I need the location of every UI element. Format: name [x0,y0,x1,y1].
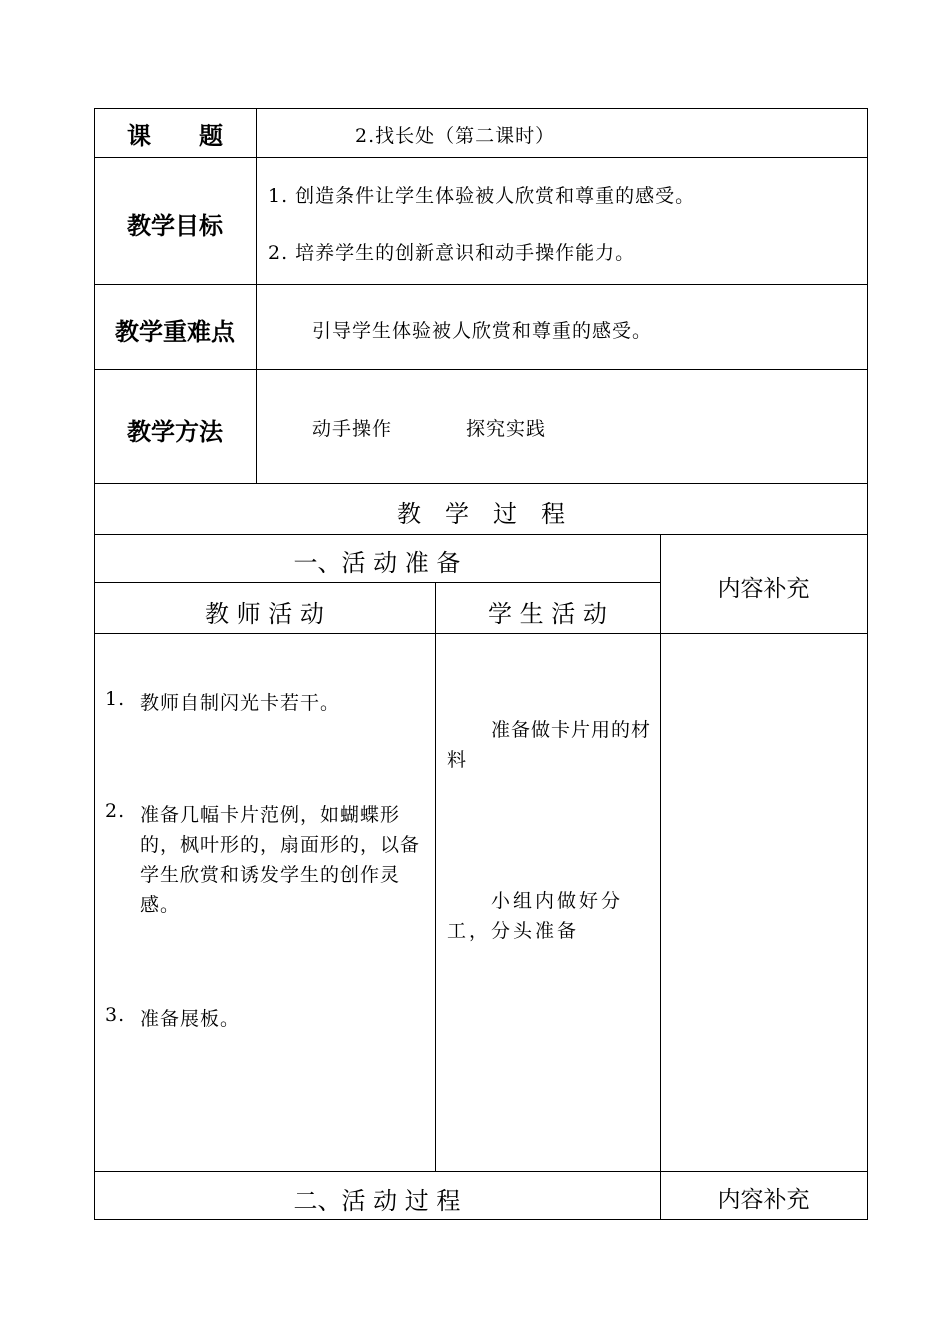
teacher-student-divider [435,582,436,1172]
row-divider [94,534,868,535]
table-border-left [94,108,95,1220]
goals-label: 教学目标 [127,212,223,240]
focus-label: 教学重难点 [115,318,235,346]
goal-item: 2. 培养学生的创新意识和动手操作能力。 [268,242,636,264]
row-divider [94,483,868,484]
goal-item: 1. 创造条件让学生体验被人欣赏和尊重的感受。 [268,185,696,207]
row-divider [94,157,868,158]
row-divider [94,633,868,634]
focus-value: 引导学生体验被人欣赏和尊重的感受。 [312,320,653,342]
table-border-right [867,108,868,1220]
row-divider [94,284,868,285]
section2-title: 二、活 动 过 程 [293,1187,461,1215]
method-label: 教学方法 [127,418,223,446]
method-value: 动手操作 [312,418,393,440]
student-item-text: 准备做卡片用的材料 [447,719,652,771]
row-divider [94,1171,868,1172]
method-value: 探究实践 [466,418,547,440]
teacher-item-number: 2. [105,800,126,822]
teacher-item-number: 3. [105,1004,126,1026]
supplement-column-divider [660,534,661,1220]
topic-label: 课 题 [127,122,223,150]
row-divider [94,582,660,583]
teacher-item-number: 1. [105,688,126,710]
process-title: 教 学 过 程 [397,500,565,528]
teacher-activity-header: 教 师 活 动 [205,600,324,628]
teacher-item-text: 准备展板。 [140,1008,241,1030]
table-border-bottom [94,1219,868,1220]
student-activity-header: 学 生 活 动 [488,600,607,628]
supplement-header: 内容补充 [717,576,810,602]
label-column-divider [256,108,257,484]
topic-value: 2.找长处（第二课时） [355,125,556,147]
student-item-text: 小组内做好分工，分头准备 [447,890,624,942]
row-divider [94,369,868,370]
supplement-header-2: 内容补充 [717,1187,810,1213]
section1-title: 一、活 动 准 备 [293,549,461,577]
table-border-top [94,108,868,109]
teacher-item-text: 教师自制闪光卡若干。 [140,692,341,714]
teacher-item-text: 准备几幅卡片范例，如蝴蝶形的，枫叶形的，扇面形的，以备学生欣赏和诱发学生的创作灵感。 [140,804,421,916]
